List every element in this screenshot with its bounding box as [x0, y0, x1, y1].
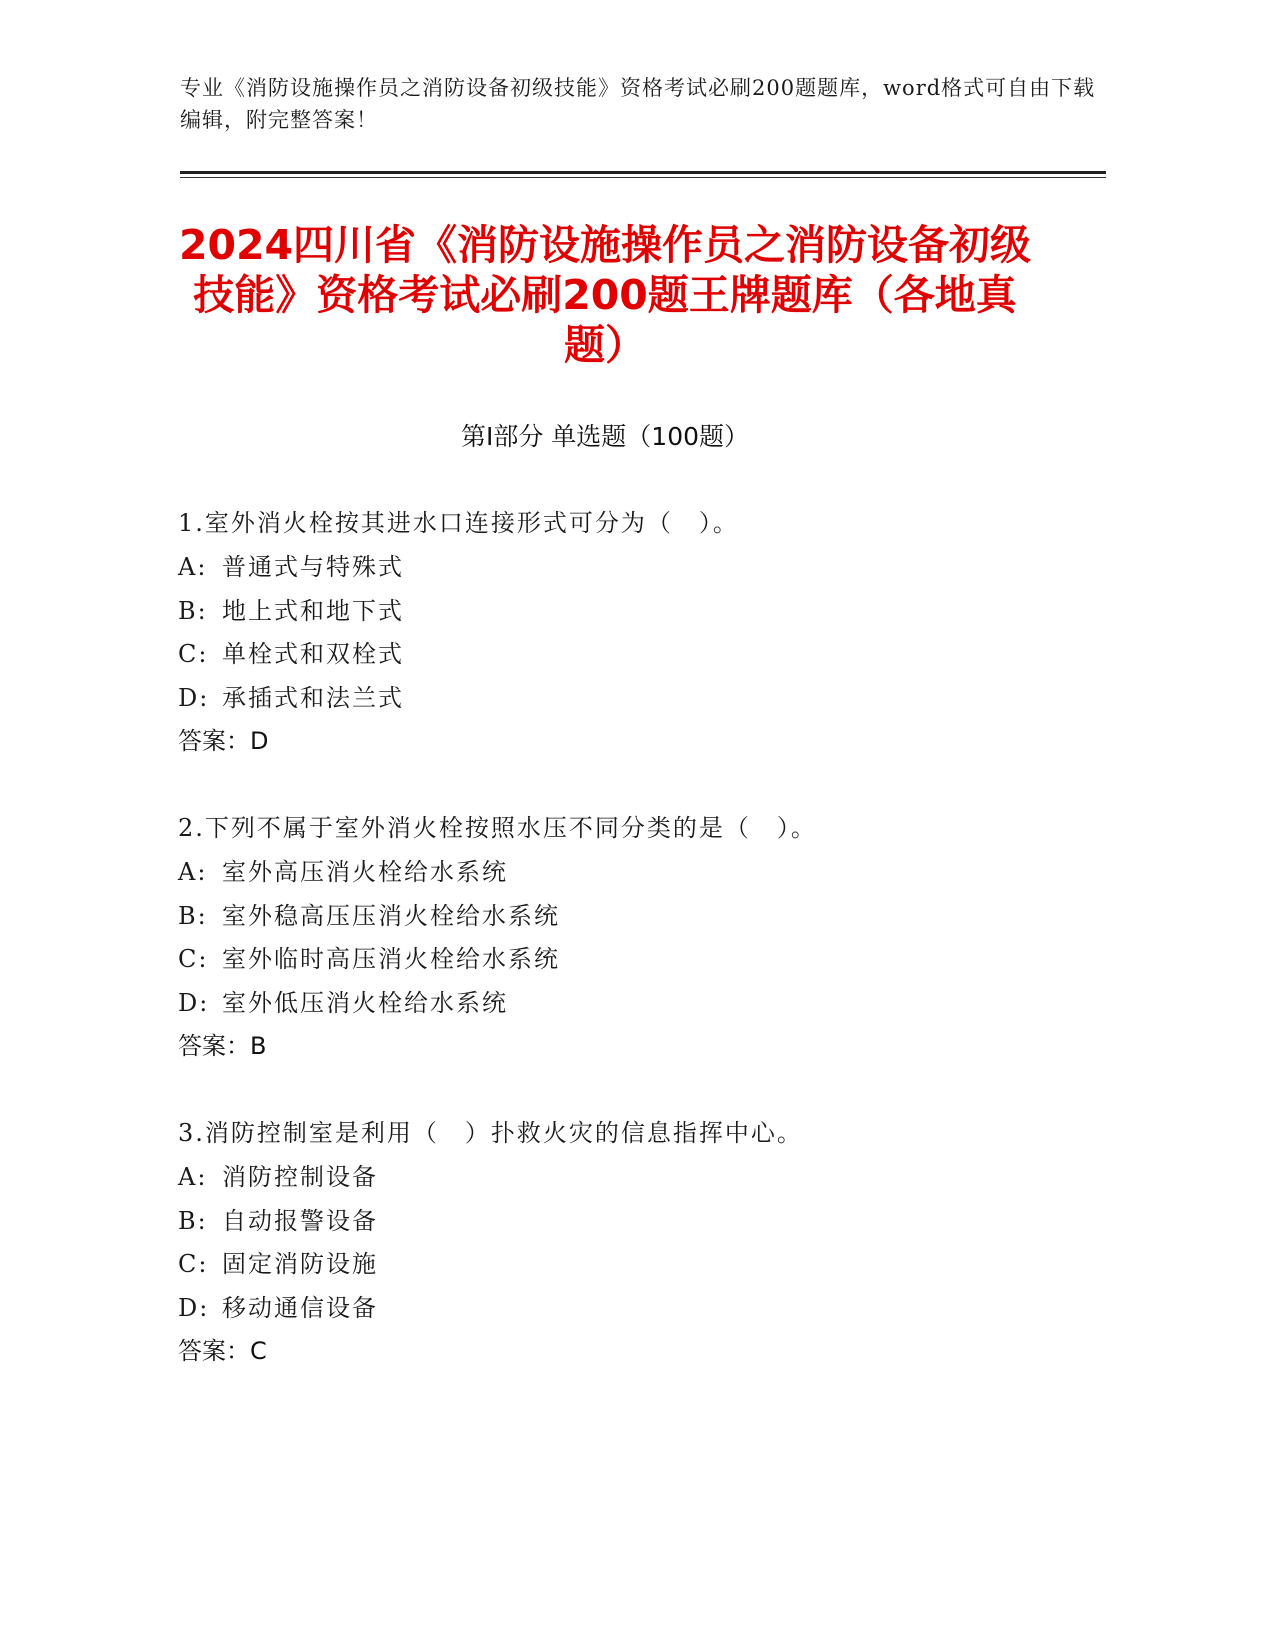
answer-line: 答案：B	[178, 1032, 267, 1060]
document-title: 2024四川省《消防设施操作员之消防设备初级技能》资格考试必刷200题王牌题库（各地真题）	[178, 221, 1032, 369]
option-d	[178, 988, 1078, 1032]
option-text: 室外高压消火栓给水系统	[222, 858, 508, 886]
option-letter: B:	[178, 596, 208, 625]
option-c	[178, 639, 1078, 683]
option-letter: D:	[178, 1293, 210, 1322]
header-divider-thin	[180, 177, 1106, 178]
option-letter: B:	[178, 1206, 208, 1235]
option-text: 室外稳高压压消火栓给水系统	[222, 901, 560, 930]
question-block	[178, 1118, 1078, 1366]
option-c	[178, 944, 1078, 988]
header-note: 专业《消防设施操作员之消防设备初级技能》资格考试必刷200题题库，word格式可自由下载编辑，附完整答案！	[180, 76, 1096, 132]
option-text: 消防控制设备	[222, 1163, 378, 1191]
option-text: 承插式和法兰式	[222, 683, 404, 712]
question-stem: 3.消防控制室是利用（ ）扑救火灾的信息指挥中心。	[178, 1119, 803, 1147]
answer-line: 答案：C	[178, 1337, 267, 1365]
option-text: 固定消防设施	[222, 1250, 378, 1278]
question-block	[178, 508, 1078, 756]
option-a	[178, 552, 1078, 596]
option-a	[178, 857, 1078, 901]
option-b	[178, 901, 1078, 945]
option-text: 室外低压消火栓给水系统	[222, 988, 508, 1017]
option-b	[178, 596, 1078, 640]
question-block	[178, 813, 1078, 1061]
option-letter: D:	[178, 683, 210, 712]
answer-line: 答案：D	[178, 727, 269, 755]
option-letter: D:	[178, 988, 210, 1017]
option-letter: A:	[178, 553, 208, 581]
question-stem: 1.室外消火栓按其进水口连接形式可分为（ ）。	[178, 509, 739, 537]
header-divider-thick	[180, 171, 1106, 174]
option-text: 移动通信设备	[222, 1293, 378, 1322]
option-text: 自动报警设备	[222, 1206, 378, 1235]
option-text: 普通式与特殊式	[222, 553, 404, 581]
option-d	[178, 683, 1078, 727]
option-letter: C:	[178, 640, 209, 668]
option-letter: C:	[178, 1250, 209, 1278]
option-text: 地上式和地下式	[222, 596, 404, 625]
option-text: 单栓式和双栓式	[222, 640, 404, 668]
option-letter: A:	[178, 1163, 208, 1191]
option-letter: C:	[178, 945, 209, 973]
option-letter: A:	[178, 858, 208, 886]
question-stem: 2.下列不属于室外消火栓按照水压不同分类的是（ ）。	[178, 814, 817, 842]
option-d	[178, 1293, 1078, 1337]
option-c	[178, 1249, 1078, 1293]
option-letter: B:	[178, 901, 208, 930]
option-b	[178, 1206, 1078, 1250]
option-a	[178, 1162, 1078, 1206]
option-text: 室外临时高压消火栓给水系统	[222, 945, 560, 973]
section-heading: 第I部分 单选题（100题）	[460, 422, 750, 451]
